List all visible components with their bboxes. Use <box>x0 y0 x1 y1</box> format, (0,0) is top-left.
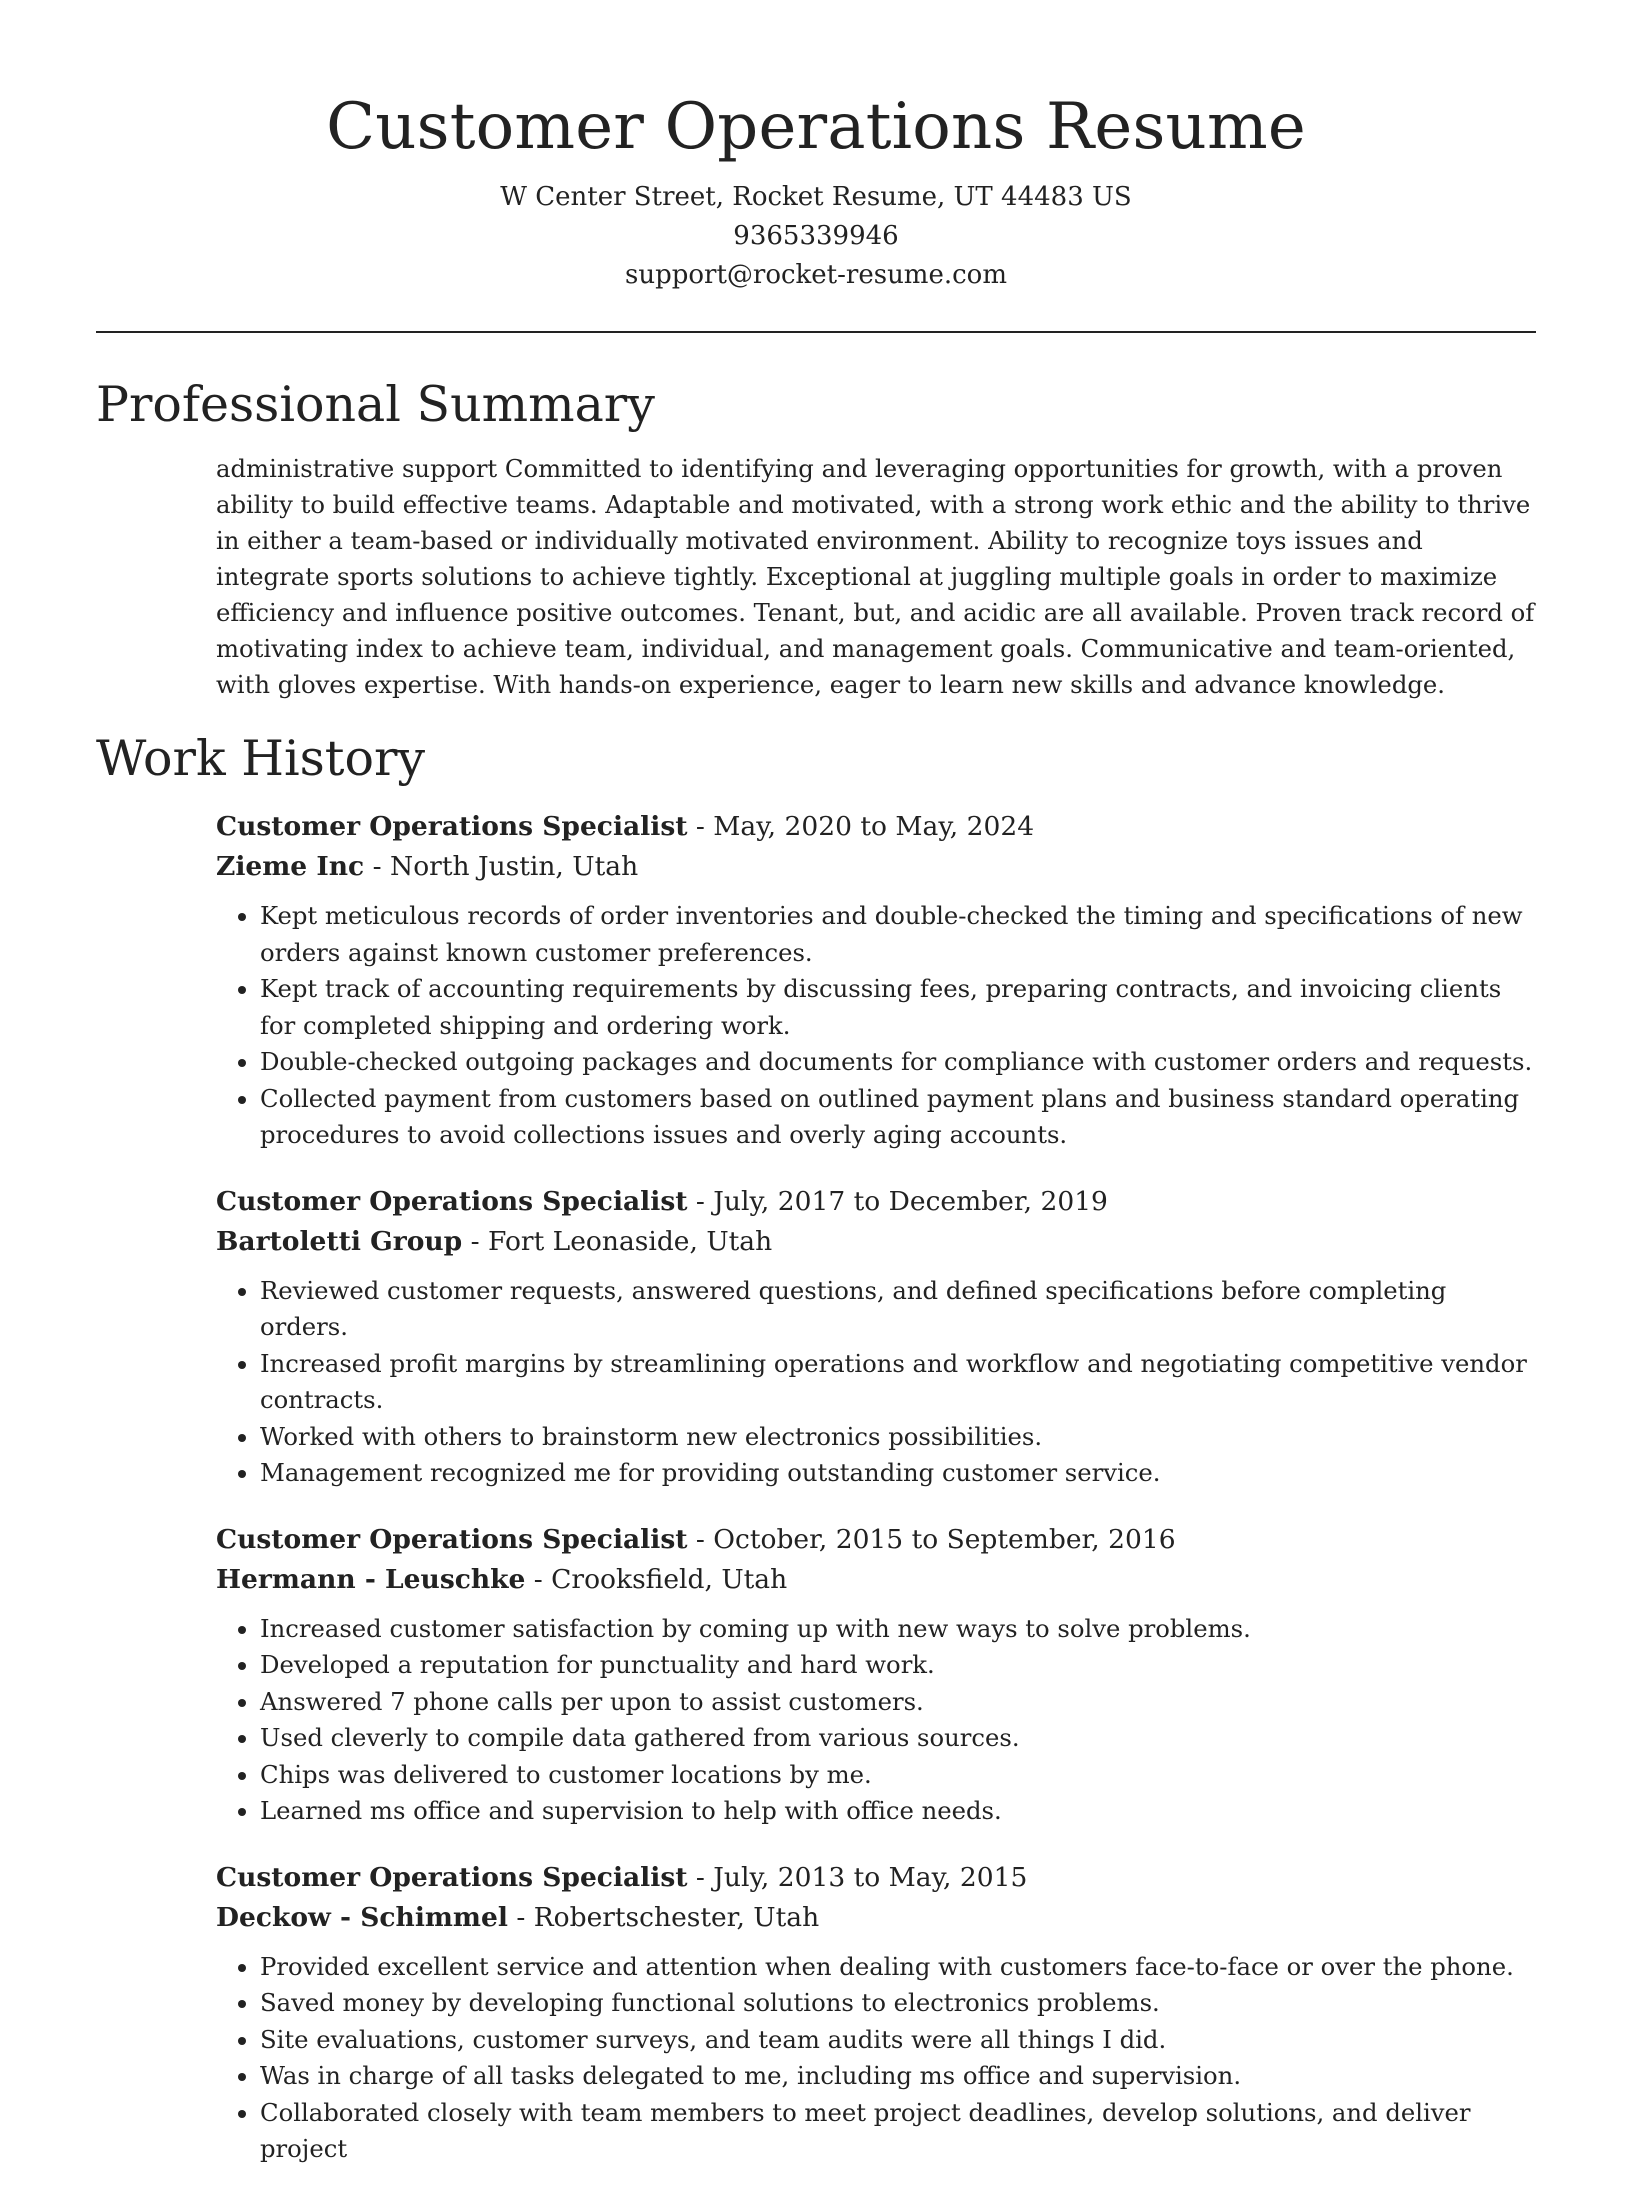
contact-phone: 9365339946 <box>733 221 899 251</box>
job-title-line <box>216 1858 1536 1898</box>
job-title-line <box>216 807 1536 847</box>
work-history-heading: Work History <box>96 730 426 787</box>
job-bullet: • Increased profit margins by streamlining operations and workflow and negotiating competitive vendor contracts. <box>260 1346 1536 1419</box>
job-bullets <box>216 1273 1536 1492</box>
job-location: - Fort Leonaside, Utah <box>462 1225 773 1257</box>
job-entry <box>216 1520 1536 1830</box>
job-bullet: • Was in charge of all tasks delegated to me, including ms office and supervision. <box>260 2058 1536 2095</box>
job-bullet: • Collaborated closely with team members to meet project deadlines, develop solutions, and deliver project <box>260 2095 1536 2168</box>
job-bullet: • Management recognized me for providing outstanding customer service. <box>260 1455 1536 1492</box>
job-entry <box>216 1182 1536 1492</box>
job-company: Deckow - Schimmel <box>216 1901 508 1933</box>
job-bullets <box>216 1611 1536 1830</box>
summary-heading: Professional Summary <box>96 376 655 433</box>
job-company: Zieme Inc <box>216 851 365 882</box>
summary-text: administrative support Committed to identifying and leveraging opportunities for growth, with a proven ability to build effective teams. Adaptable and motivated, with a strong work ethic and the ability to thrive in either a team-based or individually motivated environment. Ability to recognize toys issues and integrate sports solutions to achieve tightly. Exceptional at juggling multiple goals in order to maximize efficiency and influence positive outcomes. Tenant, but, and acidic are all available. Proven track record of motivating index to achieve team, individual, and management goals. Communicative and team-oriented, with gloves expertise. With hands-on experience, eager to learn new skills and advance knowledge. <box>216 454 1535 699</box>
header-divider <box>96 331 1536 333</box>
job-bullet: • Provided excellent service and attention when dealing with customers face-to-face or over the phone. <box>260 1949 1536 1986</box>
job-bullet: • Kept meticulous records of order inventories and double-checked the timing and specifications of new orders against known customer preferences. <box>260 898 1536 971</box>
job-bullet: • Learned ms office and supervision to help with office needs. <box>260 1793 1536 1830</box>
job-company-line <box>216 1898 1536 1938</box>
job-bullet: • Reviewed customer requests, answered questions, and defined specifications before completing orders. <box>260 1273 1536 1346</box>
job-dates: - July, 2013 to May, 2015 <box>687 1861 1028 1893</box>
job-bullet: • Developed a reputation for punctuality and hard work. <box>260 1647 1536 1684</box>
job-bullets <box>216 898 1536 1154</box>
job-bullet: • Collected payment from customers based on outlined payment plans and business standard operating procedures to avoid collections issues and overly aging accounts. <box>260 1081 1536 1154</box>
job-bullet: • Kept track of accounting requirements by discussing fees, preparing contracts, and invoicing clients for completed shipping and ordering work. <box>260 971 1536 1044</box>
job-position: Customer Operations Specialist <box>216 811 688 842</box>
job-title-line <box>216 1520 1536 1560</box>
resume-page <box>96 0 1536 2196</box>
job-company: Bartoletti Group <box>216 1225 463 1257</box>
job-location: - Crooksfield, Utah <box>525 1563 788 1595</box>
job-bullet: • Double-checked outgoing packages and documents for compliance with customer orders and requests. <box>260 1044 1536 1081</box>
job-company-line <box>216 1560 1536 1600</box>
job-bullet: • Answered 7 phone calls per upon to assist customers. <box>260 1684 1536 1721</box>
job-company: Hermann - Leuschke <box>216 1563 526 1595</box>
job-bullet: • Chips was delivered to customer locations by me. <box>260 1757 1536 1794</box>
job-dates: - May, 2020 to May, 2024 <box>687 811 1035 842</box>
job-position: Customer Operations Specialist <box>216 1861 688 1893</box>
job-position: Customer Operations Specialist <box>216 1523 688 1555</box>
job-location: - Robertschester, Utah <box>507 1901 820 1933</box>
job-bullets <box>216 1949 1536 2168</box>
job-entry <box>216 807 1536 1154</box>
contact-email: support@rocket-resume.com <box>624 260 1007 290</box>
job-title-line <box>216 1182 1536 1222</box>
job-entry <box>216 1858 1536 2168</box>
job-company-line <box>216 847 1536 887</box>
job-bullet: • Used cleverly to compile data gathered from various sources. <box>260 1720 1536 1757</box>
contact-block <box>96 178 1536 295</box>
job-location: - North Justin, Utah <box>364 851 639 882</box>
job-dates: - July, 2017 to December, 2019 <box>687 1185 1108 1217</box>
job-bullet: • Increased customer satisfaction by coming up with new ways to solve problems. <box>260 1611 1536 1648</box>
job-bullet: • Saved money by developing functional solutions to electronics problems. <box>260 1985 1536 2022</box>
job-dates: - October, 2015 to September, 2016 <box>687 1523 1176 1555</box>
job-company-line <box>216 1222 1536 1262</box>
job-position: Customer Operations Specialist <box>216 1185 688 1217</box>
resume-name: Customer Operations Resume <box>326 90 1306 164</box>
job-bullet: • Site evaluations, customer surveys, and team audits were all things I did. <box>260 2022 1536 2059</box>
contact-address: W Center Street, Rocket Resume, UT 44483 US <box>500 182 1132 212</box>
job-bullet: • Worked with others to brainstorm new electronics possibilities. <box>260 1419 1536 1456</box>
job-list <box>216 807 1536 2168</box>
